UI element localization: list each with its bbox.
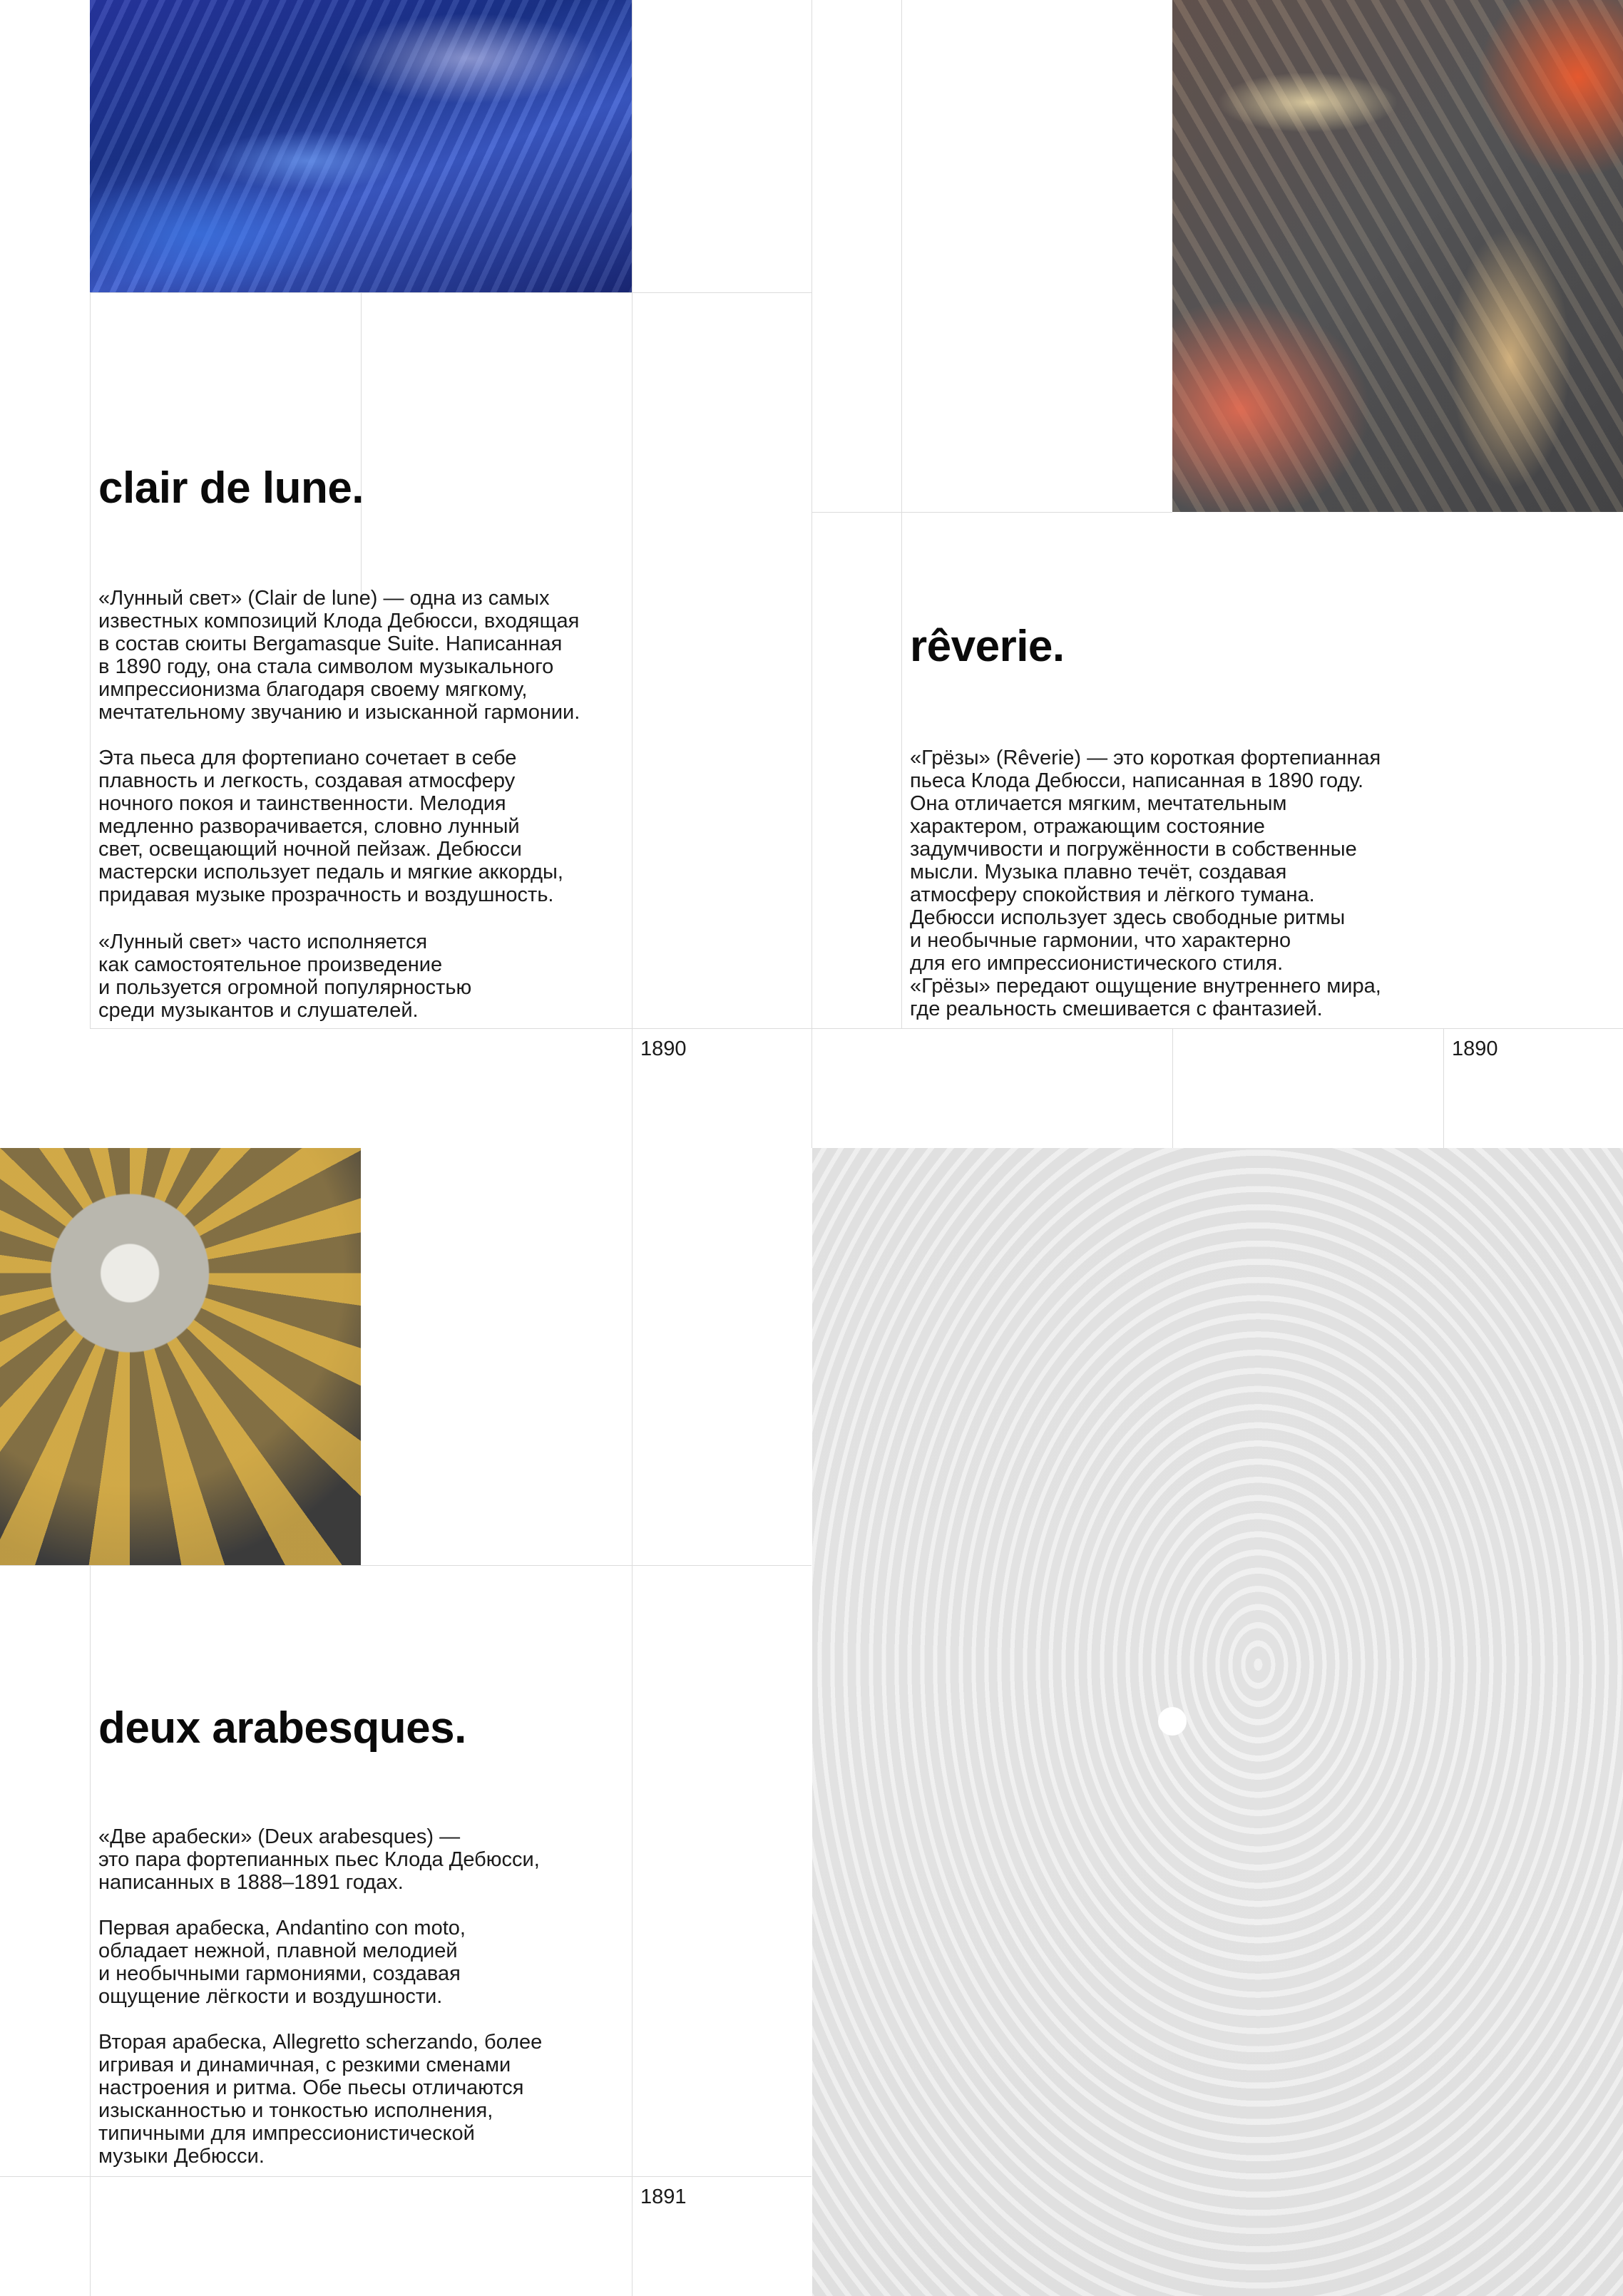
abstract-blue-waves-image <box>90 0 632 292</box>
grid-line <box>90 292 812 293</box>
deux-arabesques-paragraph-2: Первая арабеска, Andantino con moto, обладает нежной, плавной мелодией и необычными гармониями, создавая ощущение лёгкости и воздушности. <box>98 1917 466 2008</box>
section-title-reverie: rêverie. <box>910 622 1065 671</box>
gold-ornament-image <box>0 1148 361 1565</box>
grid-line <box>361 292 362 606</box>
grid-line <box>0 2176 812 2177</box>
clair-de-lune-paragraph-3: «Лунный свет» часто исполняется как самостоятельное произведение и пользуется огромной популярностью среди музыкантов и слушателей. <box>98 931 472 1022</box>
clair-de-lune-year: 1890 <box>640 1037 687 1060</box>
deux-arabesques-paragraph-3: Вторая арабеска, Allegretto scherzando, более игривая и динамичная, с резкими сменами настроения и ритма. Обе пьесы отличаются изысканностью и тонкостью исполнения, типичными для импрессионистической музыки Дебюсси. <box>98 2031 543 2168</box>
deux-arabesques-year: 1891 <box>640 2185 687 2208</box>
grid-line <box>1443 1028 1444 1148</box>
abstract-orange-light-image <box>1172 0 1623 512</box>
grid-line <box>90 1028 1623 1029</box>
reverie-year: 1890 <box>1452 1037 1498 1060</box>
moon-logo-icon <box>1155 1676 1280 1768</box>
section-title-deux-arabesques: deux arabesques. <box>98 1703 466 1753</box>
grid-line <box>632 0 633 2296</box>
deux-arabesques-paragraph-1: «Две арабески» (Deux arabesques) — это пара фортепианных пьес Клода Дебюсси, написанных в 1888–1891 годах. <box>98 1825 540 1894</box>
clair-de-lune-paragraph-2: Эта пьеса для фортепиано сочетает в себе плавность и легкость, создавая атмосферу ночного покоя и таинственности. Мелодия медленно разворачивается, словно лунный свет, освещающий ночной пейзаж. Дебюсси мастерски использует педаль и мягкие аккорды, придавая музыке прозрачность и воздушность. <box>98 747 563 906</box>
section-title-clair-de-lune: clair de lune. <box>98 463 364 513</box>
grid-line <box>0 1565 812 1566</box>
clair-de-lune-paragraph-1: «Лунный свет» (Clair de lune) — одна из самых известных композиций Клода Дебюсси, входящая в состав сюиты Bergamasque Suite. Написанная в 1890 году, она стала символом музыкального импрессионизма благодаря своему мягкому, мечтательному звучанию и изысканной гармонии. <box>98 587 580 724</box>
grid-line <box>901 0 902 1028</box>
grid-line <box>812 512 1172 513</box>
grid-line <box>90 292 91 1028</box>
grid-line <box>1172 1028 1173 1148</box>
reverie-paragraph: «Грёзы» (Rêverie) — это короткая фортепианная пьеса Клода Дебюсси, написанная в 1890 году. Она отличается мягким, мечтательным характером, отражающим состояние задумчивости и погружённости в собственные мысли. Музыка плавно течёт, создавая атмосферу спокойствия и лёгкого тумана. Дебюсси использует здесь свободные ритмы и необычные гармонии, что характерно для его импрессионистического стиля. «Грёзы» передают ощущение внутреннего мира, где реальность смешивается с фантазией. <box>910 747 1381 1020</box>
